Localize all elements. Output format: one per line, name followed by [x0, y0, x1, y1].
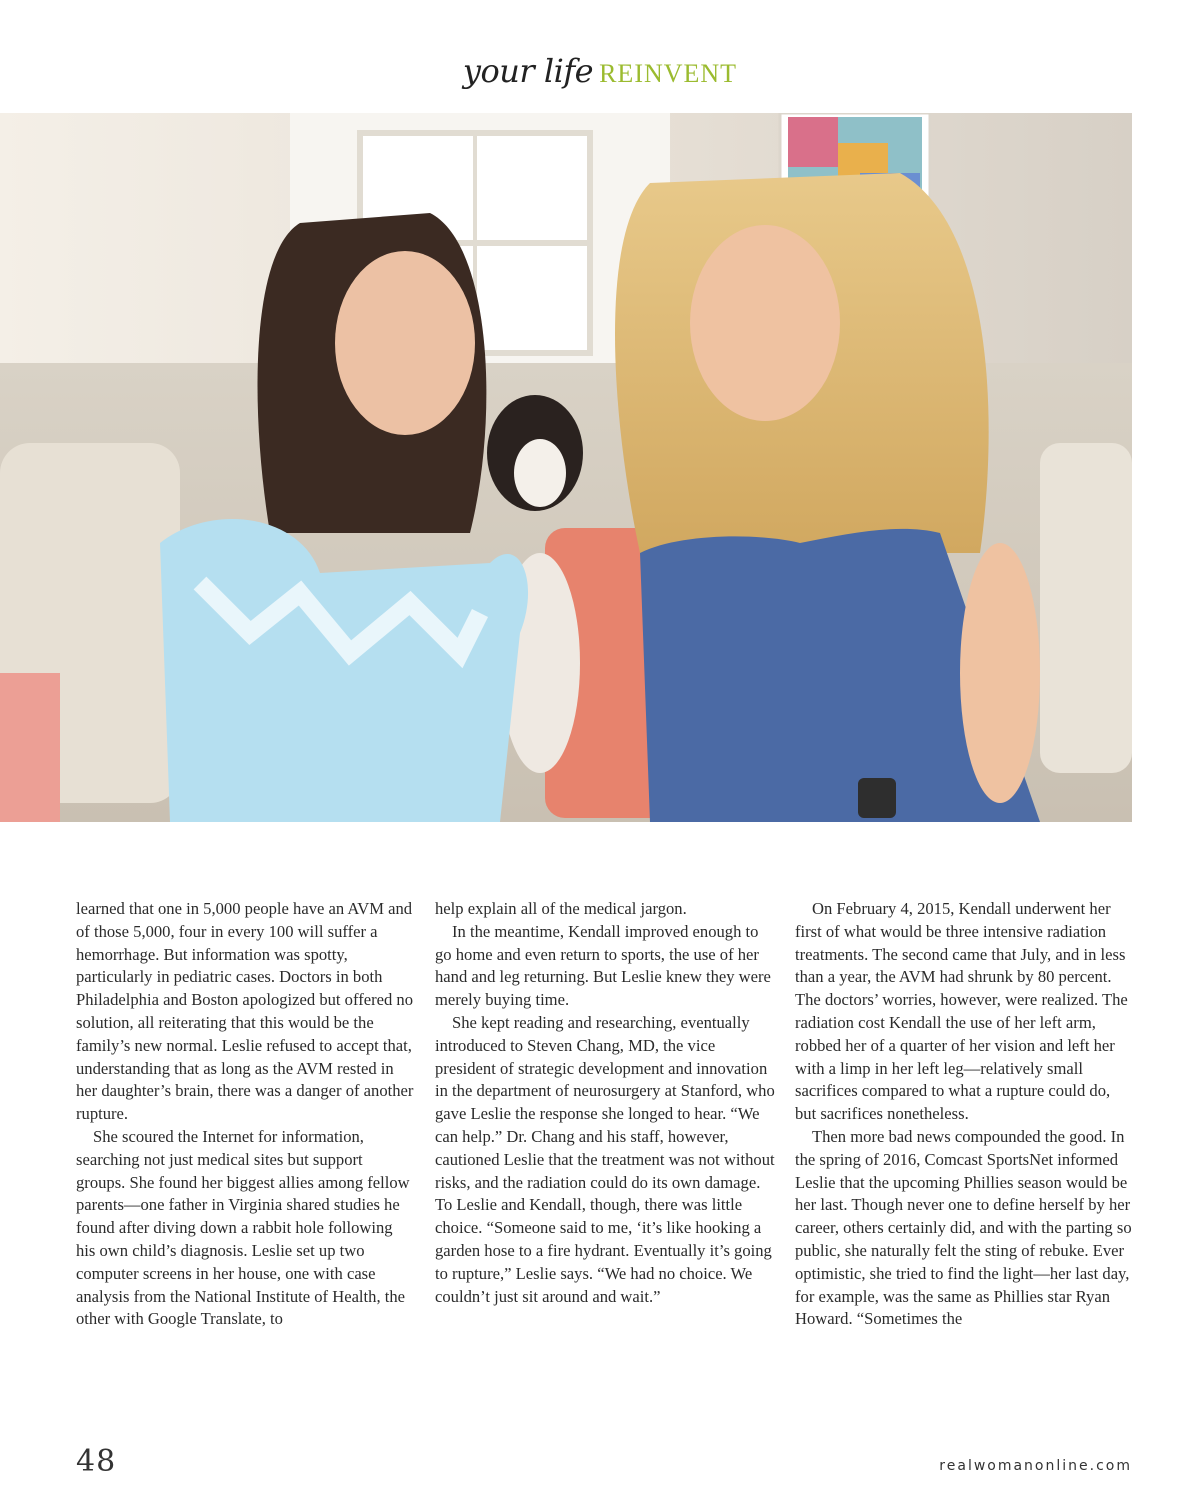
section-script-title: your life: [462, 52, 594, 90]
text-column-3: [795, 898, 1135, 1331]
paragraph: She scoured the Internet for information, searching not just medical sites but support groups. She found her biggest allies among fellow parents—one father in Virginia shared studies he found after diving down a rabbit hole following his own child’s diagnosis. Leslie set up two computer screens in her house, one with case analysis from the National Institute of Health, the other with Google Translate, to: [76, 1126, 410, 1329]
paragraph: help explain all of the medical jargon.: [435, 899, 687, 918]
page-header: [0, 52, 1200, 90]
paragraph: In the meantime, Kendall improved enough to go home and even return to sports, the use of her hand and leg returning. But Leslie knew they were merely buying time.: [435, 921, 771, 1010]
photo-icon: [0, 113, 1132, 822]
feature-photo: [0, 113, 1132, 822]
text-column-2: [435, 898, 775, 1308]
website-url[interactable]: realwomanonline.com: [939, 1458, 1132, 1474]
paragraph: learned that one in 5,000 people have an AVM and of those 5,000, four in every 100 will suffer a hemorrhage. But information was spotty, particularly in pediatric cases. Doctors in both Philadelphia and Boston apologized but offered no solution, all reiterating that this would be the family’s new normal. Leslie refused to accept that, understanding that as long as the AVM rested in her daughter’s brain, there was a danger of another rupture.: [76, 899, 414, 1124]
page-number: 48: [76, 1444, 117, 1479]
paragraph: She kept reading and researching, eventually introduced to Steven Chang, MD, the vice president of strategic development and innovation in the department of neurosurgery at Stanford, who gave Leslie the response she longed to hear. “We can help.” Dr. Chang and his staff, however, cautioned Leslie that the treatment was not without risks, and the radiation could do its own damage. To Leslie and Kendall, though, there was little choice. “Someone said to me, ‘it’s like hooking a garden hose to a fire hydrant. Eventually it’s going to rupture,” Leslie says. “We had no choice. We couldn’t just sit around and wait.”: [435, 1012, 775, 1306]
paragraph: On February 4, 2015, Kendall underwent her first of what would be three intensive radiation treatments. The second came that July, and in less than a year, the AVM had shrunk by 80 percent. The doctors’ worries, however, were realized. The radiation cost Kendall the use of her left arm, robbed her of a quarter of her vision and left her with a limp in her left leg—relatively small sacrifices compared to what a rupture could do, but sacrifices nonetheless.: [795, 899, 1128, 1124]
section-name: REINVENT: [599, 59, 738, 88]
paragraph: Then more bad news compounded the good. In the spring of 2016, Comcast SportsNet informed Leslie that the upcoming Phillies season would be her last. Though never one to define herself by her career, others certainly did, and with the parting so public, she naturally felt the sting of rebuke. Ever optimistic, she tried to find the light—her last day, for example, was the same as Phillies star Ryan Howard. “Sometimes the: [795, 1126, 1132, 1329]
text-column-1: [76, 898, 416, 1331]
